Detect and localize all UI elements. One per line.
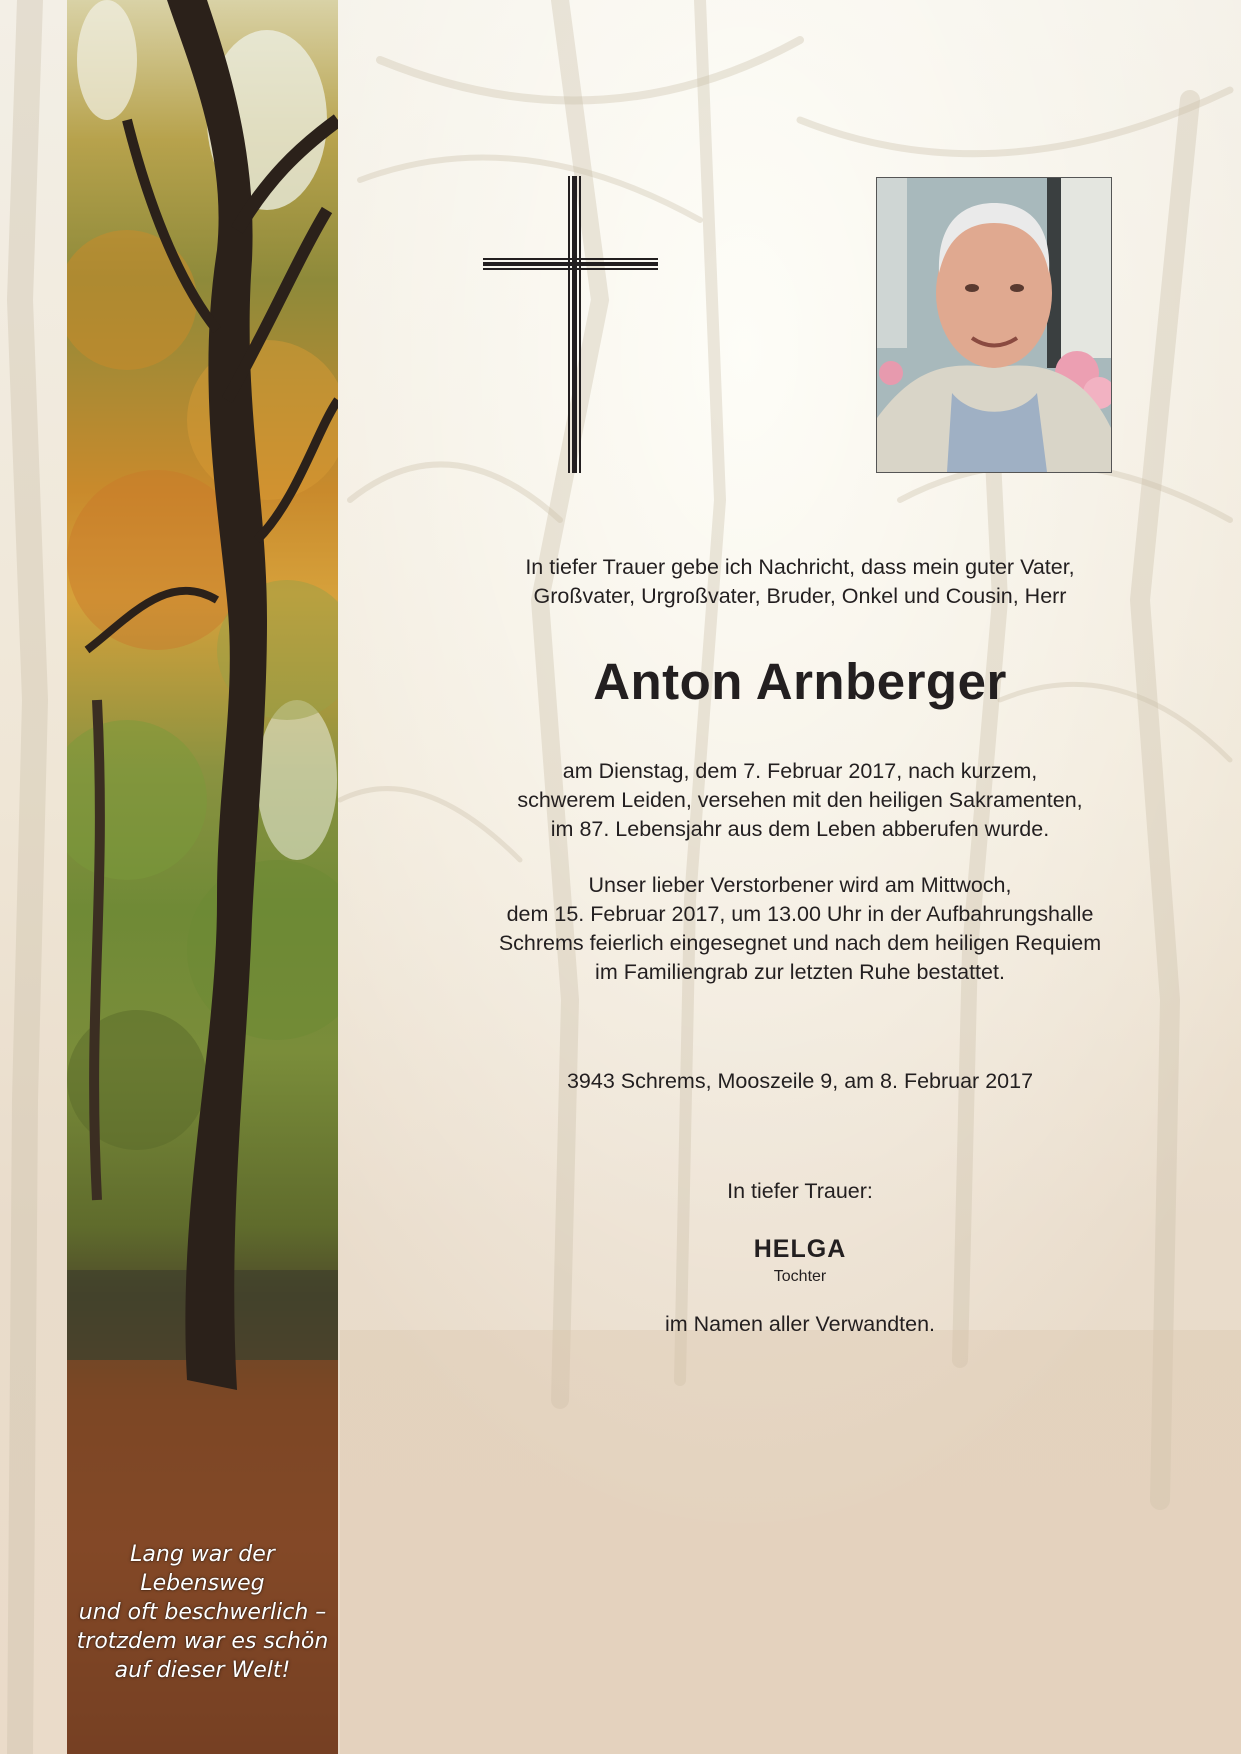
place-date: 3943 Schrems, Mooszeile 9, am 8. Februar 2017 <box>566 1069 1034 1093</box>
death-line: am Dienstag, dem 7. Februar 2017, nach kurzem, <box>562 759 1038 783</box>
portrait-photo <box>876 177 1112 473</box>
intro-line: Großvater, Urgroßvater, Bruder, Onkel und Cousin, Herr <box>533 584 1067 608</box>
quote-line: auf dieser Welt! <box>114 1658 291 1683</box>
forest-tree-illustration <box>67 0 338 1754</box>
funeral-line: im Familiengrab zur letzten Ruhe bestattet. <box>595 960 1005 984</box>
death-line: im 87. Lebensjahr aus dem Leben abberufen wurde. <box>550 817 1050 841</box>
funeral-text <box>440 871 1160 987</box>
deceased-name: Anton Arnberger <box>593 653 1007 710</box>
autumn-forest-photo-strip <box>67 0 338 1754</box>
death-notice-text <box>440 757 1160 844</box>
quote-line: Lang war der Lebensweg <box>130 1542 275 1596</box>
funeral-line: Schrems feierlich eingesegnet und nach dem heiligen Requiem <box>498 931 1102 955</box>
mourning-label: In tiefer Trauer: <box>727 1179 873 1203</box>
funeral-line: dem 15. Februar 2017, um 13.00 Uhr in der Aufbahrungshalle <box>506 902 1094 926</box>
cross-icon <box>483 176 658 473</box>
strip-quote <box>67 1540 338 1685</box>
closing-text: im Namen aller Verwandten. <box>664 1312 936 1336</box>
intro-text <box>440 553 1160 611</box>
mourner-name: HELGA <box>753 1235 847 1263</box>
portrait-illustration <box>877 178 1111 472</box>
mourner-relation: Tochter <box>773 1268 827 1285</box>
quote-line: trotzdem war es schön <box>76 1629 329 1654</box>
quote-line: und oft beschwerlich – <box>78 1600 327 1625</box>
death-line: schwerem Leiden, versehen mit den heiligen Sakramenten, <box>517 788 1083 812</box>
intro-line: In tiefer Trauer gebe ich Nachricht, dass mein guter Vater, <box>525 555 1075 579</box>
funeral-line: Unser lieber Verstorbener wird am Mittwoch, <box>588 873 1012 897</box>
